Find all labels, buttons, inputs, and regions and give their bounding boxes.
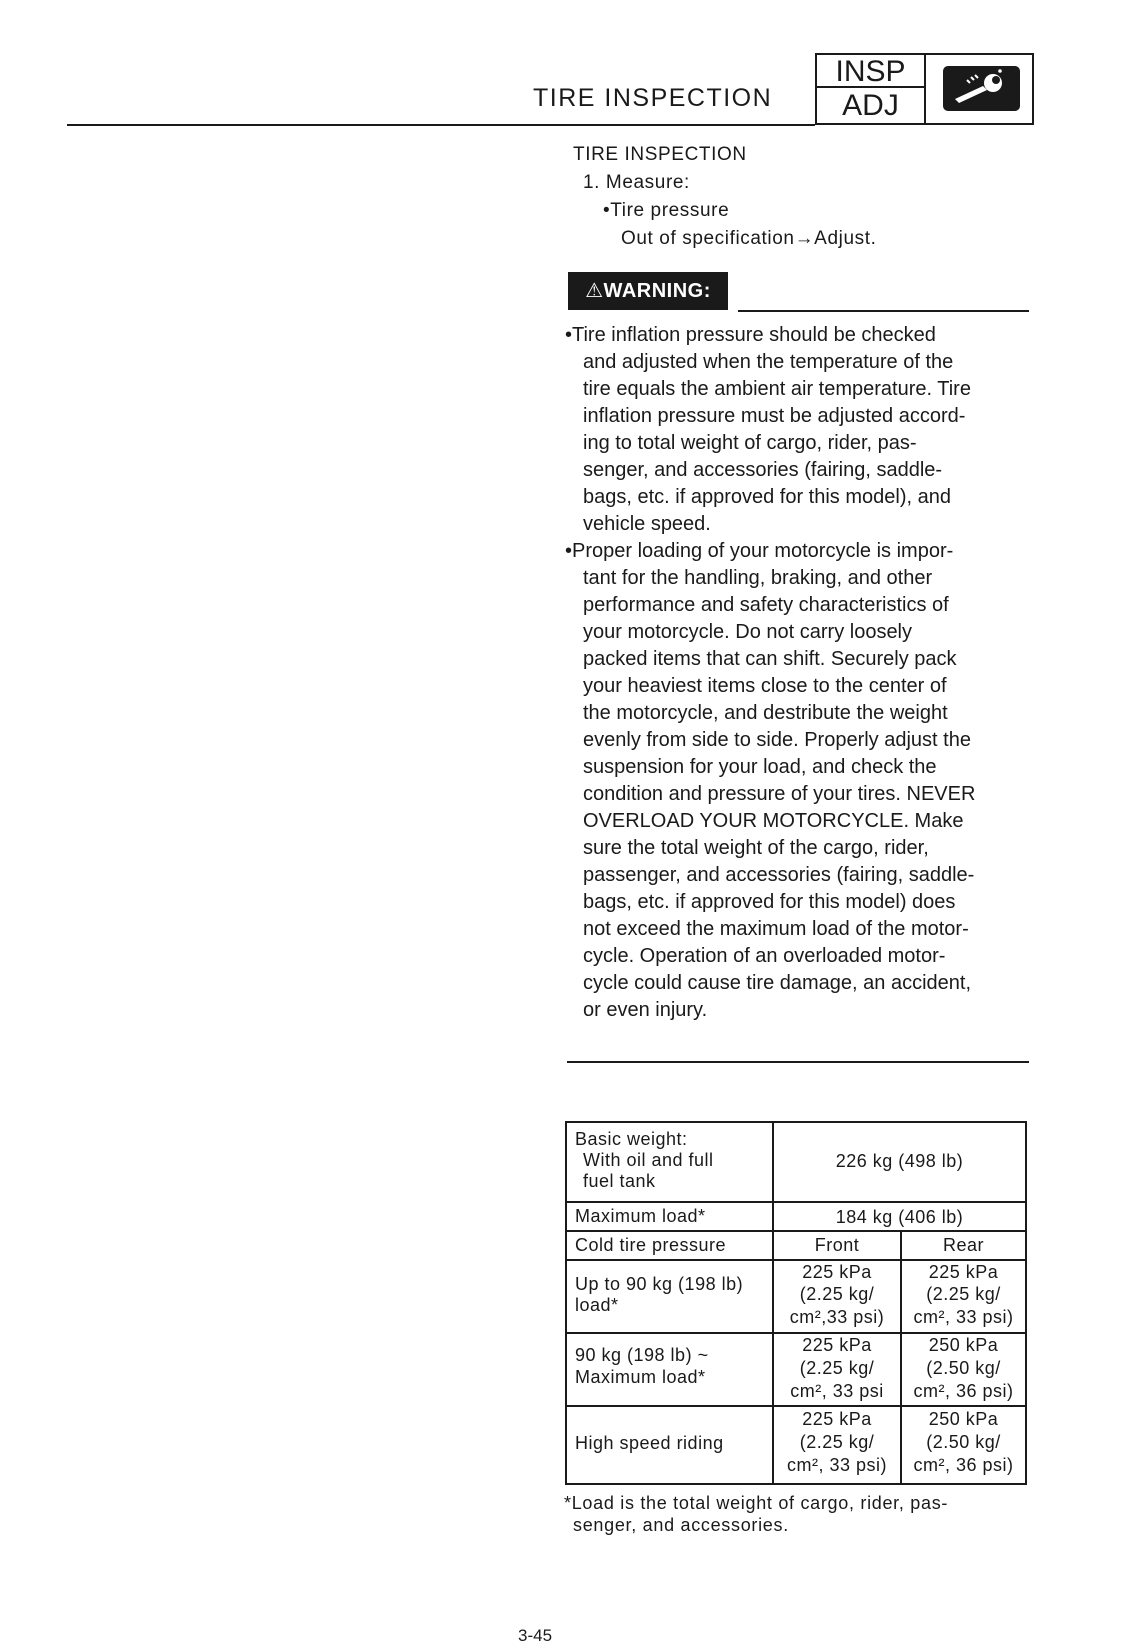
warning-line: tire equals the ambient air temperature. Tire — [583, 378, 971, 400]
tire-spec-table — [565, 1121, 1027, 1485]
table-row-divider — [567, 1332, 1025, 1334]
warning-line: condition and pressure of your tires. NEVER — [583, 783, 976, 805]
table-row-divider — [567, 1201, 1025, 1203]
rear-header: Rear — [942, 1235, 984, 1255]
front-pressure-kpa: 225 kPa — [802, 1262, 872, 1282]
warning-line: bags, etc. if approved for this model) does — [583, 891, 956, 913]
warning-line: ing to total weight of cargo, rider, pas- — [583, 432, 917, 454]
front-pressure-kg: (2.25 kg/ — [799, 1432, 875, 1452]
insp-adj-badge — [815, 53, 1034, 125]
badge-adj-label: ADJ — [842, 89, 899, 122]
warning-line: OVERLOAD YOUR MOTORCYCLE. Make — [583, 810, 964, 832]
rear-pressure-psi: cm², 36 psi) — [913, 1381, 1014, 1401]
rear-pressure-kpa: 250 kPa — [928, 1409, 999, 1429]
front-header: Front — [814, 1235, 860, 1255]
warning-line: cycle. Operation of an overloaded motor- — [583, 945, 946, 967]
front-pressure-kg: (2.25 kg/ — [799, 1284, 875, 1304]
rear-pressure-psi: cm², 33 psi) — [913, 1307, 1014, 1327]
footnote — [564, 1492, 948, 1536]
table-row-divider — [567, 1230, 1025, 1232]
warning-line: not exceed the maximum load of the motor- — [583, 918, 969, 940]
front-pressure-kpa: 225 kPa — [802, 1409, 872, 1429]
load-row-label: 90 kg (198 lb) ~ — [575, 1345, 709, 1365]
footnote-line: senger, and accessories. — [573, 1515, 789, 1535]
basic-weight-label: Basic weight: — [575, 1129, 688, 1149]
warning-line: tant for the handling, braking, and other — [583, 567, 933, 589]
basic-weight-sublabel: With oil and full — [583, 1150, 714, 1170]
warning-line: senger, and accessories (fairing, saddle- — [583, 459, 943, 481]
warning-line: suspension for your load, and check the — [583, 756, 937, 778]
page-title: TIRE INSPECTION — [533, 84, 773, 112]
warning-end-rule — [567, 1061, 1029, 1063]
warning-line: packed items that can shift. Securely pack — [583, 648, 957, 670]
warning-line: •Proper loading of your motorcycle is impor- — [565, 540, 954, 562]
cold-pressure-label: Cold tire pressure — [575, 1235, 727, 1255]
max-load-label: Maximum load* — [575, 1206, 706, 1226]
max-load-value: 184 kg (406 lb) — [835, 1207, 964, 1227]
warning-line: inflation pressure must be adjusted accord- — [583, 405, 966, 427]
front-pressure-kpa: 225 kPa — [802, 1335, 872, 1355]
warning-line: •Tire inflation pressure should be checked — [565, 324, 936, 346]
basic-weight-value: 226 kg (498 lb) — [835, 1151, 964, 1171]
rear-pressure-psi: cm², 36 psi) — [913, 1455, 1014, 1475]
page-number: 3-45 — [518, 1626, 553, 1645]
warning-line: the motorcycle, and destribute the weight — [583, 702, 948, 724]
warning-rule — [738, 310, 1029, 312]
load-row-label: Up to 90 kg (198 lb) — [575, 1274, 744, 1294]
badge-text-box — [817, 55, 926, 123]
front-pressure-psi: cm²,33 psi) — [789, 1307, 885, 1327]
section-title: TIRE INSPECTION — [573, 144, 747, 165]
table-row-divider — [567, 1259, 1025, 1261]
table-row-divider — [567, 1405, 1025, 1407]
warning-label: ⚠WARNING: — [568, 272, 728, 310]
warning-line: performance and safety characteristics of — [583, 594, 949, 616]
warning-line: evenly from side to side. Properly adjust the — [583, 729, 971, 751]
warning-line: or even injury. — [583, 999, 708, 1021]
warning-line: and adjusted when the temperature of the — [583, 351, 954, 373]
warning-line: sure the total weight of the cargo, rider, — [583, 837, 929, 859]
warning-line: cycle could cause tire damage, an accident, — [583, 972, 971, 994]
warning-line: vehicle speed. — [583, 513, 711, 535]
footnote-line: *Load is the total weight of cargo, rider, pas- — [564, 1493, 949, 1513]
step-measure: 1. Measure: — [583, 172, 690, 193]
rear-pressure-kpa: 250 kPa — [928, 1335, 999, 1355]
wrench-icon — [943, 66, 1020, 111]
rear-pressure-kpa: 225 kPa — [928, 1262, 999, 1282]
warning-line: your motorcycle. Do not carry loosely — [583, 621, 913, 643]
rear-pressure-kg: (2.50 kg/ — [926, 1432, 1001, 1452]
basic-weight-sublabel: fuel tank — [583, 1171, 656, 1191]
front-pressure-kg: (2.25 kg/ — [799, 1358, 875, 1378]
load-row-label: High speed riding — [575, 1433, 724, 1453]
front-pressure-psi: cm², 33 psi) — [786, 1455, 888, 1475]
front-pressure-psi: cm², 33 psi — [790, 1381, 884, 1401]
rear-pressure-kg: (2.50 kg/ — [926, 1358, 1001, 1378]
badge-insp-label: INSP — [817, 55, 924, 88]
warning-line: your heaviest items close to the center of — [583, 675, 947, 697]
rear-pressure-kg: (2.25 kg/ — [926, 1284, 1001, 1304]
load-row-label: load* — [575, 1295, 619, 1315]
out-of-spec-note: Out of specification→Adjust. — [621, 228, 877, 249]
warning-line: passenger, and accessories (fairing, saddle- — [583, 864, 975, 886]
load-row-label: Maximum load* — [575, 1367, 706, 1387]
warning-line: bags, etc. if approved for this model), and — [583, 486, 951, 508]
header-rule — [67, 124, 815, 126]
bullet-tire-pressure: •Tire pressure — [603, 200, 730, 221]
